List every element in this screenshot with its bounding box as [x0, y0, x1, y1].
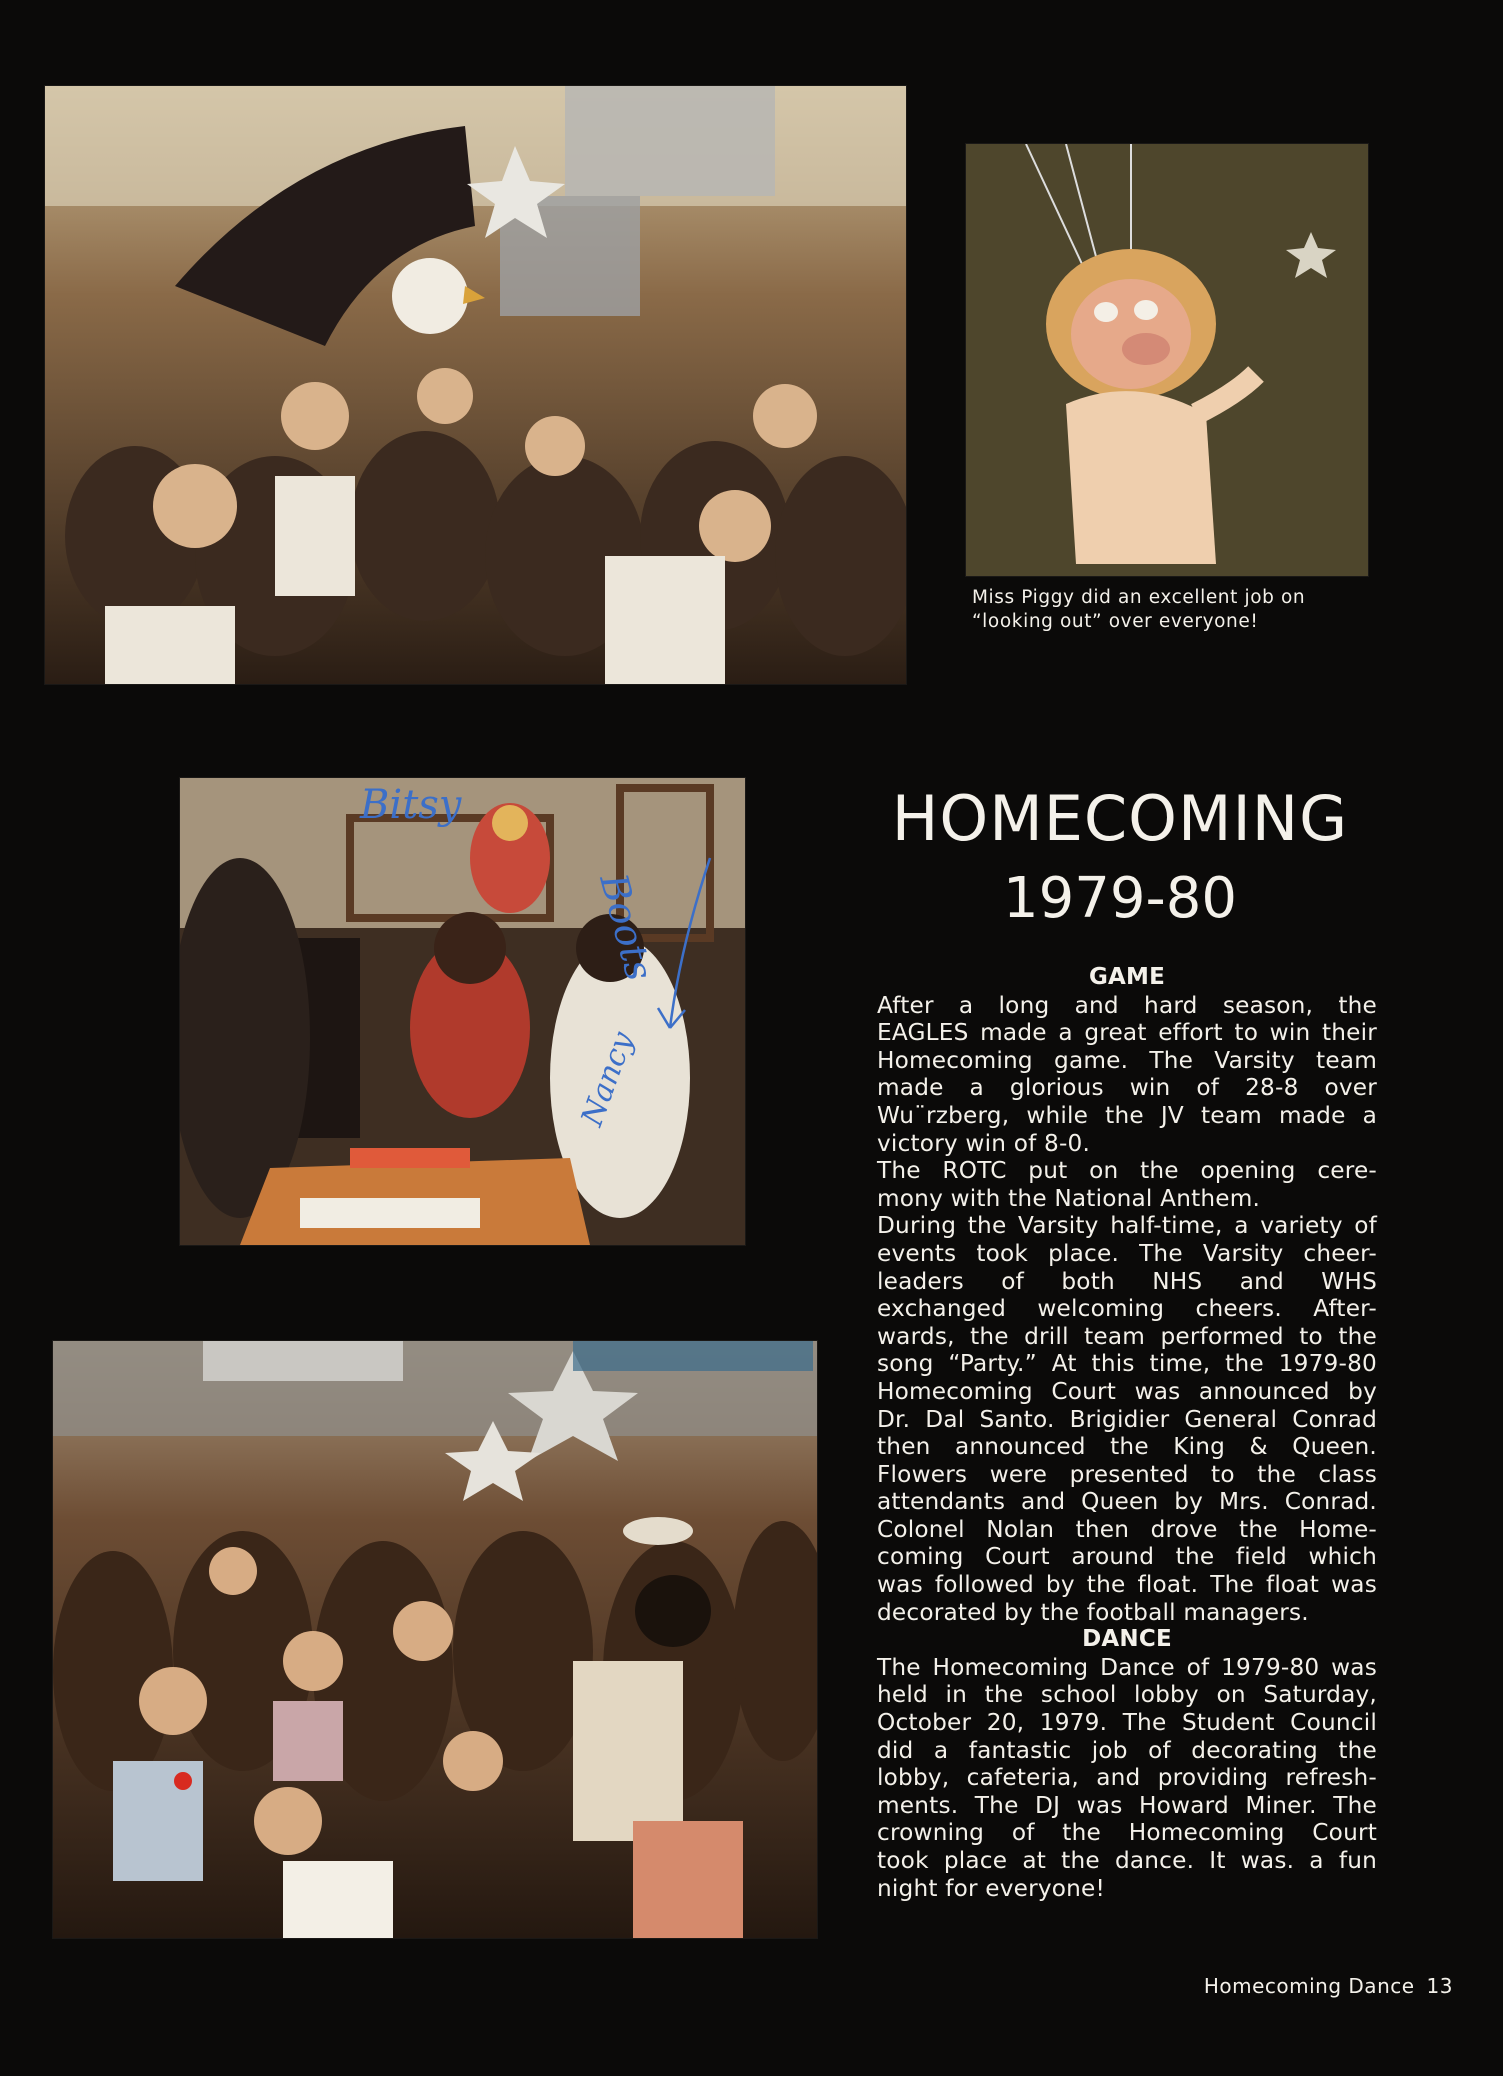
- article-line: After a long and hard season, the: [877, 991, 1377, 1019]
- article-line: night for everyone!: [877, 1874, 1106, 1902]
- article-line: took place at the dance. It was. a fun: [877, 1847, 1377, 1874]
- article-line: Dr. Dal Santo. Brigidier General Conrad: [877, 1405, 1377, 1433]
- article-line: lobby, cafeteria, and providing refresh-: [877, 1764, 1377, 1792]
- photo-caption: [972, 586, 1382, 634]
- article-line: attendants and Queen by Mrs. Conrad.: [877, 1488, 1377, 1516]
- dance-crowd-photo: [45, 86, 906, 684]
- article-line: leaders of both NHS and WHS: [877, 1267, 1377, 1295]
- article-line: made a glorious win of 28-8 over: [877, 1074, 1377, 1102]
- article-line: Wu¨rzberg, while the JV team made a: [877, 1101, 1377, 1129]
- article-line: victory win of 8-0.: [877, 1129, 1091, 1157]
- article-line: decorated by the football managers.: [877, 1598, 1309, 1626]
- article-line: Homecoming game. The Varsity team: [877, 1046, 1377, 1074]
- title-line: HOMECOMING: [891, 782, 1349, 855]
- caption-line: Miss Piggy did an excellent job on: [972, 587, 1306, 608]
- article-line: Colonel Nolan then drove the Home-: [877, 1515, 1377, 1543]
- article-line: exchanged welcoming cheers. After-: [877, 1295, 1377, 1323]
- title-year: 1979-80: [1003, 866, 1237, 931]
- page-title: [860, 782, 1380, 934]
- caption-line: “looking out” over everyone!: [972, 611, 1259, 632]
- article-line: mony with the National Anthem.: [877, 1184, 1261, 1212]
- article-line: song “Party.” At this time, the 1979-80: [877, 1350, 1377, 1378]
- handwriting-bitsy: Bitsy: [360, 782, 462, 828]
- article-line: The ROTC put on the opening cere-: [877, 1157, 1377, 1185]
- article-line: October 20, 1979. The Student Council: [877, 1709, 1377, 1737]
- article-line: During the Varsity half-time, a variety of: [877, 1212, 1377, 1240]
- article-line: The Homecoming Dance of 1979-80 was: [877, 1653, 1377, 1681]
- article-line: Homecoming Court was announced by: [877, 1377, 1377, 1405]
- article-line: held in the school lobby on Saturday,: [877, 1681, 1377, 1709]
- handwriting-boots: Boots: [591, 868, 662, 986]
- dance-floor-crowd-photo: [53, 1341, 817, 1938]
- article-line: then announced the King & Queen.: [877, 1433, 1377, 1461]
- game-heading: GAME: [1088, 964, 1166, 990]
- footer-section: Homecoming Dance: [1203, 1974, 1415, 1998]
- article-line: Flowers were presented to the class: [877, 1460, 1377, 1488]
- article-line: did a fantastic job of decorating the: [877, 1736, 1377, 1764]
- article-line: crowning of the Homecoming Court: [877, 1819, 1377, 1847]
- article-line: ments. The DJ was Howard Miner. The: [877, 1791, 1377, 1819]
- article-body: [877, 964, 1377, 1902]
- miss-piggy-puppet-photo: [966, 144, 1368, 576]
- article-line: coming Court around the field which: [877, 1543, 1377, 1571]
- handwriting-nancy: Nancy: [574, 1027, 641, 1131]
- article-line: events took place. The Varsity cheer-: [877, 1239, 1377, 1267]
- dance-heading: DANCE: [1082, 1626, 1172, 1653]
- refreshment-table-photo: [180, 778, 745, 1245]
- article-line: was followed by the float. The float was: [877, 1571, 1377, 1599]
- page-number: 13: [1426, 1974, 1453, 1998]
- article-line: wards, the drill team performed to the: [877, 1322, 1377, 1350]
- page-footer: [1192, 1974, 1453, 1998]
- article-line: EAGLES made a great effort to win their: [877, 1019, 1377, 1047]
